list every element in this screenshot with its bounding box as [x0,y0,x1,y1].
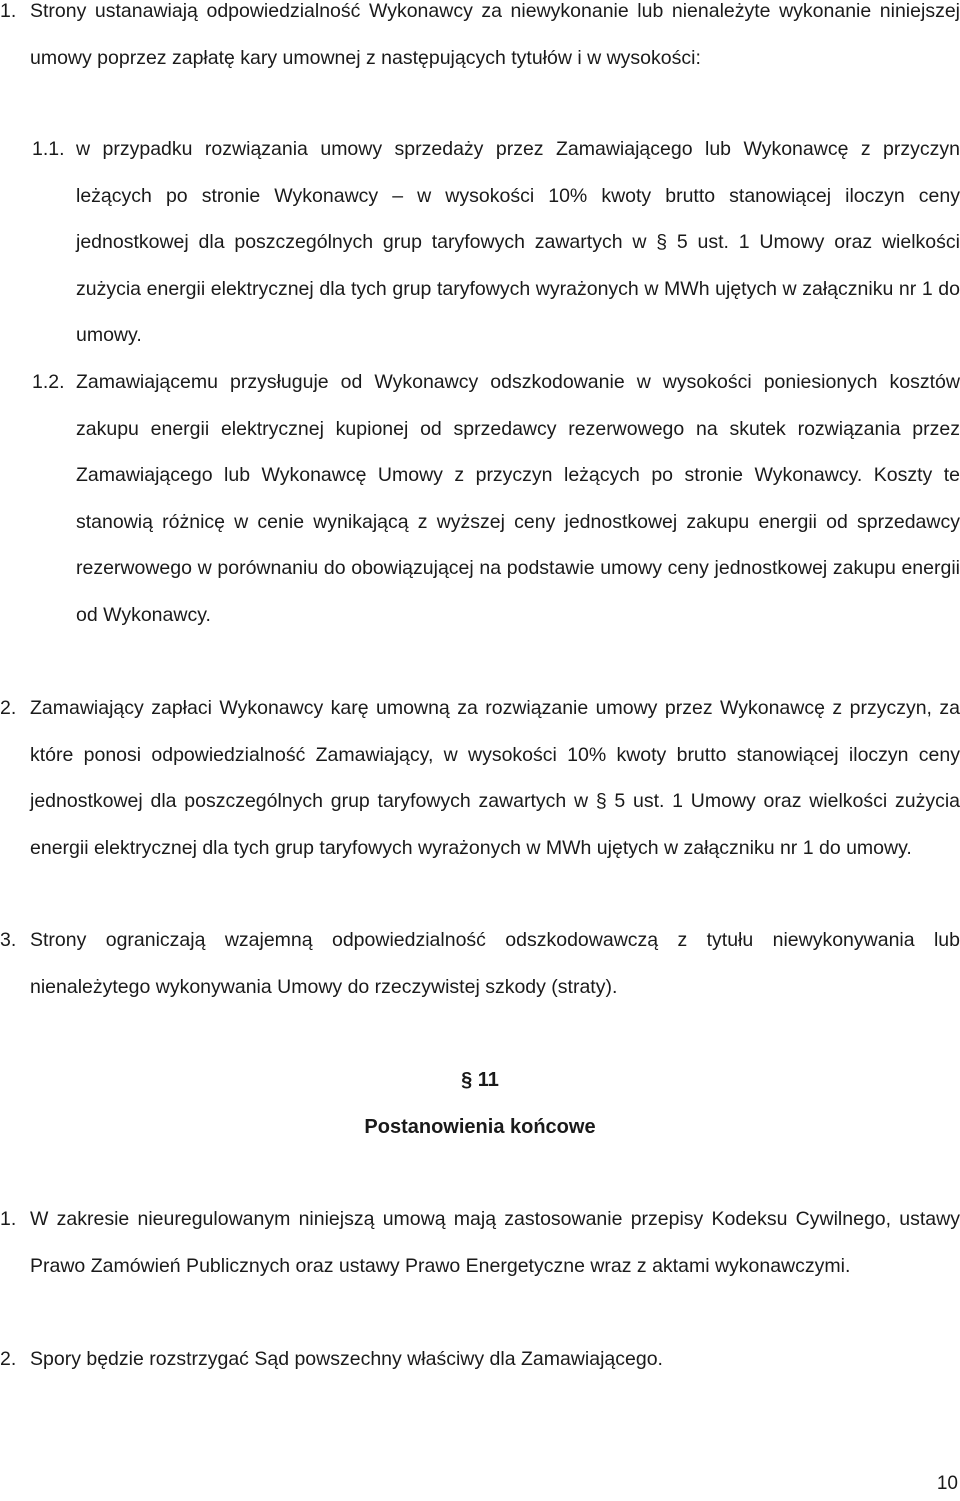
clause-text: Zamawiający zapłaci Wykonawcy karę umowną za rozwiązanie umowy przez Wykonawcę z przyczyn, za które ponosi odpowiedzialność Zamawiający, w wysokości 10% kwoty brutto stanowiącej iloczyn ceny jednostkowej dla poszczególnych grup taryfowych zawartych w § 5 ust. 1 Umowy oraz wielkości zużycia energii elektrycznej dla tych grup taryfowych wyrażonych w MWh ujętych w załączniku nr 1 do umowy. [30,697,960,859]
clause-number: 3. [0,929,17,951]
final-clause-1 [0,1196,960,1289]
section-sign-heading: § 11 [461,1069,499,1091]
clause-2 [0,685,960,871]
clause-number: 1.2. [32,371,65,393]
clause-number: 1. [0,1208,17,1230]
section-title: Postanowienia końcowe [364,1116,596,1138]
clause-3 [0,917,960,1010]
clause-text: W zakresie nieuregulowanym niniejszą umową mają zastosowanie przepisy Kodeksu Cywilnego, ustawy Prawo Zamówień Publicznych oraz ustawy Prawo Energetyczne wraz z aktami wykonawczymi. [30,1208,960,1277]
clause-1-2 [32,359,960,638]
clause-text: w przypadku rozwiązania umowy sprzedaży przez Zamawiającego lub Wykonawcę z przyczyn leżących po stronie Wykonawcy – w wysokości 10% kwoty brutto stanowiącej iloczyn ceny jednostkowej dla poszczególnych grup taryfowych zawartych w § 5 ust. 1 Umowy oraz wielkości zużycia energii elektrycznej dla tych grup taryfowych wyrażonych w MWh ujętych w załączniku nr 1 do umowy. [76,138,960,346]
clause-1-1 [32,126,960,359]
clause-text: Zamawiającemu przysługuje od Wykonawcy odszkodowanie w wysokości poniesionych kosztów zakupu energii elektrycznej kupionej od sprzedawcy rezerwowego na skutek rozwiązania przez Zamawiającego lub Wykonawcę Umowy z przyczyn leżących po stronie Wykonawcy. Koszty te stanowią różnicę w cenie wynikającą z wyższej ceny jednostkowej zakupu energii od sprzedawcy rezerwowego w porównaniu do obowiązującej na podstawie umowy ceny jednostkowej zakupu energii od Wykonawcy. [76,371,960,626]
clause-number: 1. [0,0,17,22]
page-number: 10 [936,1473,958,1494]
clause-text: Spory będzie rozstrzygać Sąd powszechny właściwy dla Zamawiającego. [30,1348,663,1370]
clause-number: 1.1. [32,138,65,160]
clause-number: 2. [0,697,17,719]
clause-text: Strony ograniczają wzajemną odpowiedzialność odszkodowawczą z tytułu niewykonywania lub nienależytego wykonywania Umowy do rzeczywistej szkody (straty). [30,929,960,998]
clause-1 [0,0,960,81]
final-clause-2 [0,1336,960,1383]
clause-number: 2. [0,1348,17,1370]
clause-text: Strony ustanawiają odpowiedzialność Wykonawcy za niewykonanie lub nienależyte wykonanie niniejszej umowy poprzez zapłatę kary umownej z następujących tytułów i w wysokości: [30,0,960,69]
